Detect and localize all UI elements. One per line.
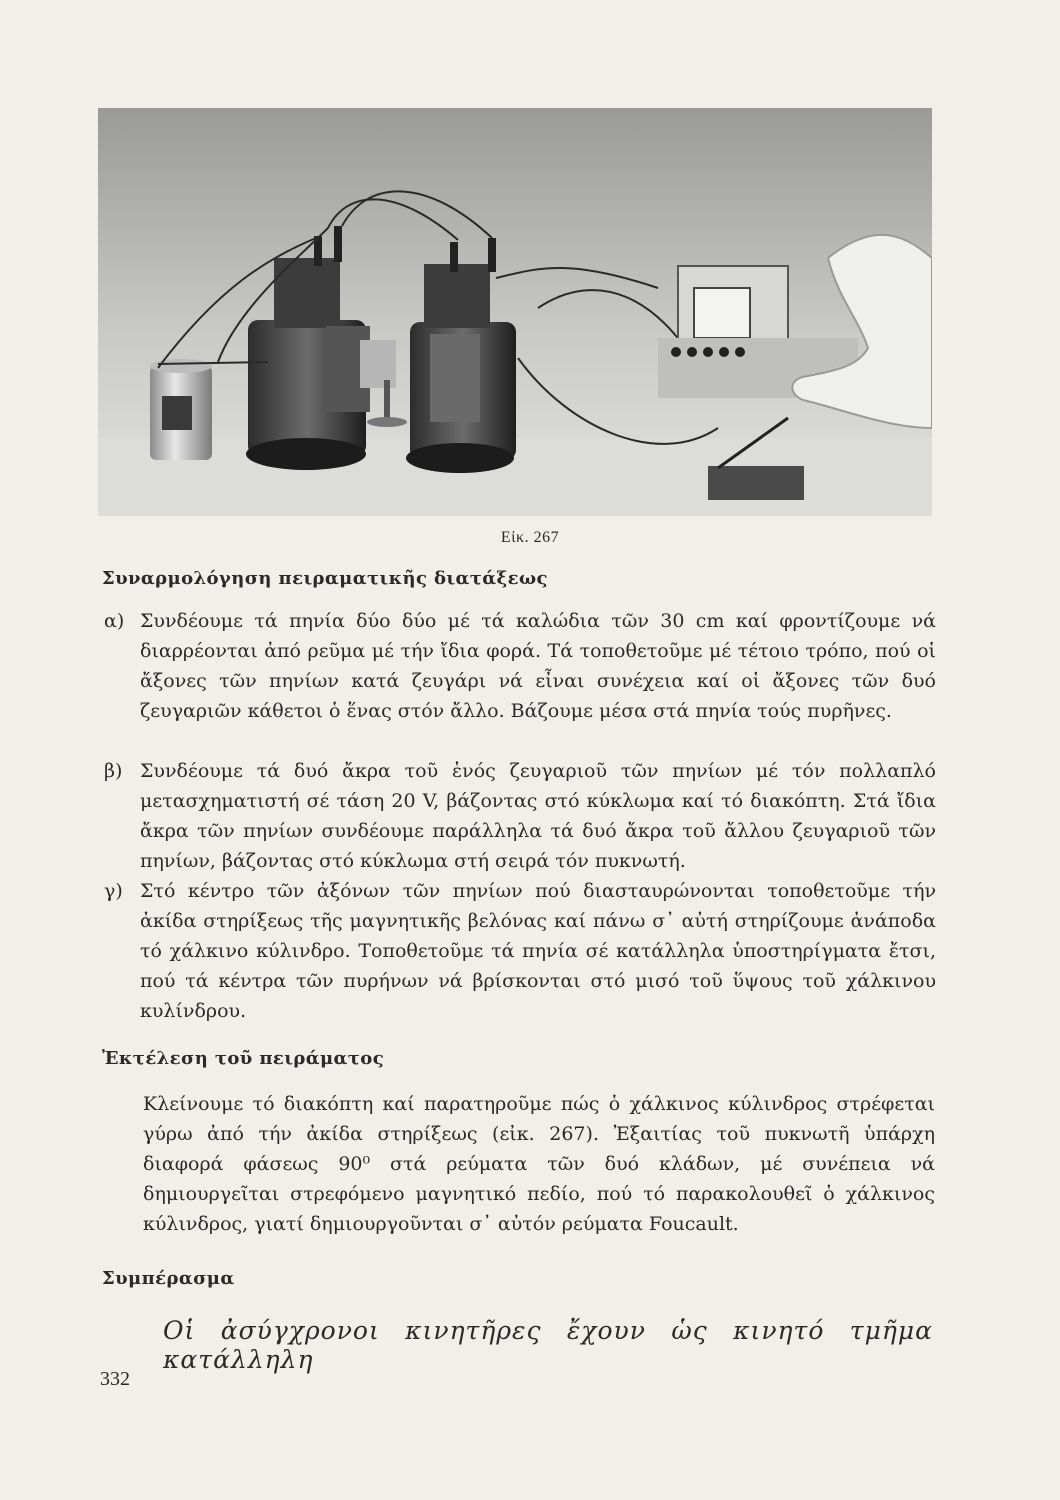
heading-conclusion: Συμπέρασμα (102, 1268, 235, 1289)
heading-execution: Ἐκτέλεση τοῦ πειράματος (102, 1048, 385, 1069)
step-b (104, 756, 936, 876)
page-number: 332 (100, 1368, 130, 1390)
execution-text: Κλείνουμε τό διακόπτη καί παρατηροῦμε πώς ὁ χάλκινος κύλινδρος στρέφεται γύρω ἀπό τήν ἀκίδα στηρίξεως (εἰκ. 267). Ἐξαιτίας τοῦ πυκνωτῆ ὑπάρχη διαφορά φάσεως 90⁰ στά ρεύματα τῶν δυό κλάδων, μέ συνέπεια νά δημιουργεῖται στρεφόμενο μαγνητικό πεδίο, πού τό παρακολουθεῖ ὁ χάλκινος κύλινδρος, γιατί δημιουργοῦνται σ᾽ αὐτόν ρεύματα Foucault. (143, 1093, 935, 1235)
step-c-text: Στό κέντρο τῶν ἀξόνων τῶν πηνίων πού διασταυρώνονται τοποθετοῦμε τήν ἀκίδα στηρίξεως τῆς μαγνητικῆς βελόνας καί πάνω σ᾽ αὐτή στηρίζουμε ἀνάποδα τό χάλκινο κύλινδρο. Τοποθετοῦμε τά πηνία σέ κατάλληλα ὑποστηρίγματα ἔτσι, πού τά κέντρα τῶν πυρήνων νά βρίσκονται στό μισό τοῦ ὕψους τοῦ χάλκινου κυλίνδρου. (140, 880, 936, 1022)
step-c (104, 876, 936, 1026)
figure-caption: Εἰκ. 267 (500, 529, 560, 546)
step-a-text: Συνδέουμε τά πηνία δύο δύο μέ τά καλώδια τῶν 30 cm καί φροντίζουμε νά διαρρέονται ἀπό ρεῦμα μέ τήν ἴδια φορά. Τά τοποθετοῦμε μέ τέτοιο τρόπο, πού οἱ ἄξονες τῶν πηνίων κατά ζευγάρι νά εἶναι συνέχεια καί οἱ ἄξονες τῶν δυό ζευγαριῶν κάθετοι ὁ ἕνας στόν ἄλλο. Βάζουμε μέσα στά πηνία τούς πυρῆνες. (140, 610, 936, 722)
step-b-label: β) (104, 760, 123, 782)
figure-photo (98, 108, 932, 516)
conclusion-text: Οἱ ἀσύγχρονοι κινητῆρες ἔχουν ὡς κινητό τμῆμα κατάλληλη (163, 1316, 933, 1374)
step-a-label: α) (104, 610, 125, 632)
heading-assembly: Συναρμολόγηση πειραματικῆς διατάξεως (102, 568, 548, 589)
step-a (104, 606, 936, 726)
apparatus-illustration (98, 108, 932, 516)
step-b-text: Συνδέουμε τά δυό ἄκρα τοῦ ἑνός ζευγαριοῦ τῶν πηνίων μέ τόν πολλαπλό μετασχηματιστή σέ τάση 20 V, βάζοντας στό κύκλωμα καί τό διακόπτη. Στά ἴδια ἄκρα τῶν πηνίων συνδέουμε παράλληλα τά δυό ἄκρα τοῦ ἄλλου ζευγαριοῦ τῶν πηνίων, βάζοντας στό κύκλωμα στή σειρά τόν πυκνωτή. (140, 760, 936, 872)
step-c-label: γ) (104, 880, 123, 902)
